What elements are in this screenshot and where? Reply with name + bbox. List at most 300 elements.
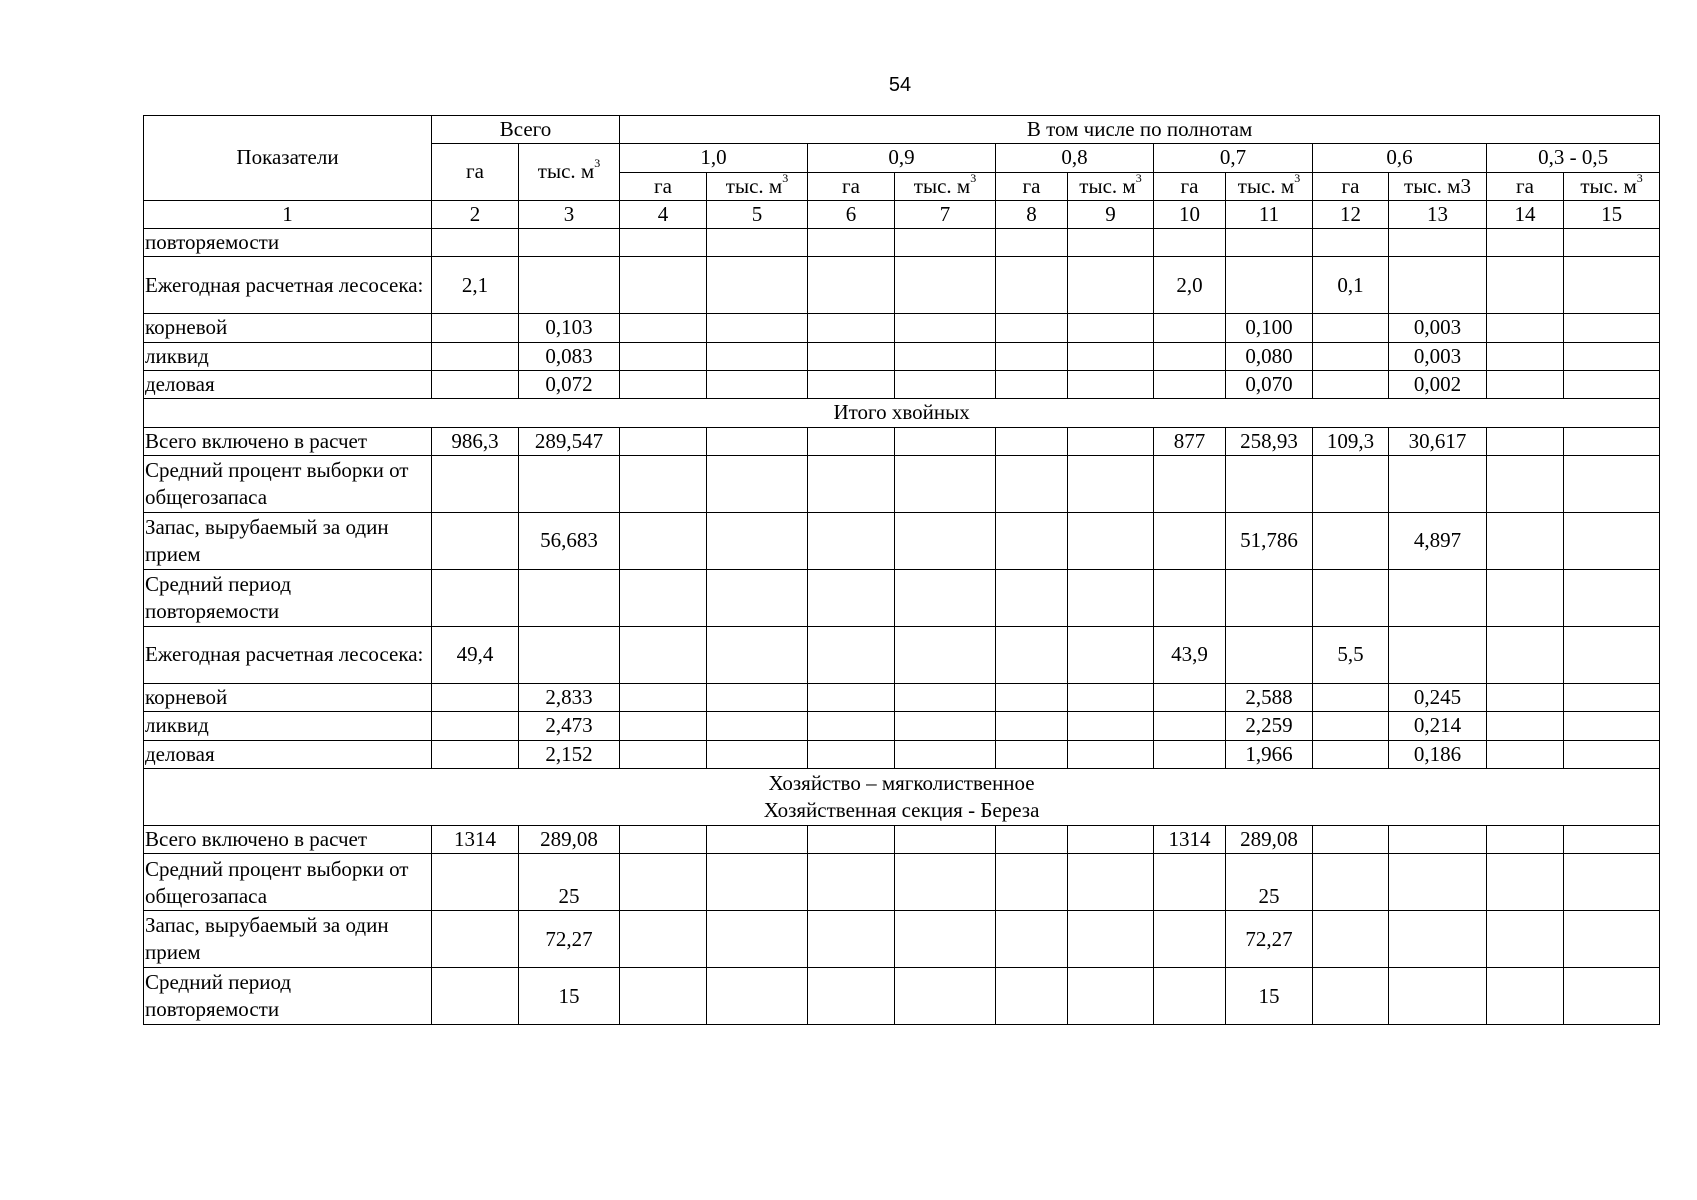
header-density: 0,7 — [1154, 144, 1313, 172]
table-cell: 289,08 — [1226, 825, 1313, 853]
table-cell — [996, 626, 1068, 683]
table-cell — [432, 911, 519, 968]
table-cell — [1154, 371, 1226, 399]
column-number: 11 — [1226, 200, 1313, 228]
row-label: ликвид — [144, 712, 432, 740]
table-cell — [895, 683, 996, 711]
table-cell — [620, 455, 707, 512]
table-cell — [808, 455, 895, 512]
table-cell — [1154, 229, 1226, 257]
table-cell: 30,617 — [1389, 427, 1487, 455]
table-cell — [1154, 854, 1226, 911]
table-cell — [620, 854, 707, 911]
table-cell — [996, 854, 1068, 911]
row-label: повторяемости — [144, 229, 432, 257]
table-cell — [895, 257, 996, 314]
table-cell — [996, 257, 1068, 314]
table-cell — [1564, 825, 1660, 853]
header-density: 0,8 — [996, 144, 1154, 172]
table-cell — [620, 911, 707, 968]
table-cell — [1389, 626, 1487, 683]
table-cell: 1314 — [432, 825, 519, 853]
table-cell: 2,152 — [519, 740, 620, 768]
table-cell — [1389, 968, 1487, 1025]
table-cell — [1313, 968, 1389, 1025]
table-cell — [707, 569, 808, 626]
table-cell — [707, 712, 808, 740]
table-cell — [1564, 371, 1660, 399]
table-cell — [1068, 229, 1154, 257]
header-density: 0,3 - 0,5 — [1487, 144, 1660, 172]
table-cell: 56,683 — [519, 512, 620, 569]
table-cell — [432, 455, 519, 512]
table-cell — [707, 371, 808, 399]
table-cell — [1068, 314, 1154, 342]
table-cell: 2,473 — [519, 712, 620, 740]
subheader-ha: га — [620, 172, 707, 200]
table-cell — [1564, 712, 1660, 740]
table-cell: 0,103 — [519, 314, 620, 342]
table-cell: 0,003 — [1389, 342, 1487, 370]
column-numbers-row — [144, 200, 1660, 228]
table-cell — [1487, 626, 1564, 683]
table-cell — [808, 626, 895, 683]
table-cell — [996, 712, 1068, 740]
table-cell — [432, 712, 519, 740]
table-cell — [996, 229, 1068, 257]
table-cell — [707, 512, 808, 569]
table-cell — [620, 712, 707, 740]
table-cell — [895, 626, 996, 683]
table-cell — [895, 371, 996, 399]
table-cell — [1068, 626, 1154, 683]
table-cell — [1068, 825, 1154, 853]
table-cell — [808, 825, 895, 853]
table-cell — [1487, 455, 1564, 512]
table-cell — [519, 455, 620, 512]
table-cell — [1487, 371, 1564, 399]
row-label: ликвид — [144, 342, 432, 370]
table-cell — [996, 569, 1068, 626]
table-cell — [432, 371, 519, 399]
table-cell — [1564, 740, 1660, 768]
table-cell — [1487, 740, 1564, 768]
table-cell — [996, 968, 1068, 1025]
table-cell — [1564, 512, 1660, 569]
table-cell — [1313, 683, 1389, 711]
table-cell — [432, 512, 519, 569]
table-cell — [1487, 968, 1564, 1025]
table-cell — [1487, 314, 1564, 342]
table-cell — [1154, 314, 1226, 342]
table-row — [144, 512, 1660, 569]
table-cell: 72,27 — [519, 911, 620, 968]
section-title-line: Итого хвойных — [833, 400, 970, 425]
table-row — [144, 229, 1660, 257]
row-label: Запас, вырубаемый за один прием — [144, 512, 432, 569]
table-cell — [620, 229, 707, 257]
table-cell — [1154, 683, 1226, 711]
table-cell — [1487, 712, 1564, 740]
table-cell — [808, 712, 895, 740]
table-cell — [620, 569, 707, 626]
table-cell: 51,786 — [1226, 512, 1313, 569]
section-title-line: Хозяйство – мягколиственное — [768, 770, 1035, 795]
table-cell — [1226, 569, 1313, 626]
table-cell — [620, 314, 707, 342]
row-label: Средний период повторяемости — [144, 569, 432, 626]
section-title — [144, 768, 1660, 825]
table-cell — [1313, 911, 1389, 968]
table-cell — [1154, 569, 1226, 626]
table-cell — [707, 683, 808, 711]
table-cell: 4,897 — [1389, 512, 1487, 569]
table-cell — [707, 342, 808, 370]
table-cell — [1389, 257, 1487, 314]
table-cell — [707, 229, 808, 257]
table-cell — [808, 683, 895, 711]
table-cell: 0,003 — [1389, 314, 1487, 342]
table-cell — [432, 683, 519, 711]
table-cell — [519, 257, 620, 314]
table-row — [144, 683, 1660, 711]
table-cell — [1564, 257, 1660, 314]
table-cell — [707, 825, 808, 853]
table-cell: 0,072 — [519, 371, 620, 399]
table-cell — [1313, 854, 1389, 911]
table-cell — [620, 626, 707, 683]
table-row — [144, 740, 1660, 768]
table-cell — [996, 455, 1068, 512]
table-cell — [1564, 569, 1660, 626]
table-cell: 0,070 — [1226, 371, 1313, 399]
row-label: деловая — [144, 371, 432, 399]
table-cell — [620, 968, 707, 1025]
table-cell — [808, 911, 895, 968]
header-density: 0,9 — [808, 144, 996, 172]
table-row — [144, 911, 1660, 968]
table-cell — [1564, 626, 1660, 683]
table-cell — [707, 427, 808, 455]
table-cell: 109,3 — [1313, 427, 1389, 455]
section-row — [144, 768, 1660, 825]
table-cell — [1487, 512, 1564, 569]
table-cell — [1154, 712, 1226, 740]
table-cell: 986,3 — [432, 427, 519, 455]
table-cell — [996, 342, 1068, 370]
table-row — [144, 968, 1660, 1025]
table-cell: 2,0 — [1154, 257, 1226, 314]
table-cell — [1564, 314, 1660, 342]
table-cell — [808, 968, 895, 1025]
table-cell — [1154, 455, 1226, 512]
table-cell — [620, 371, 707, 399]
table-cell — [707, 911, 808, 968]
table-cell — [895, 825, 996, 853]
table-cell — [1313, 740, 1389, 768]
table-cell — [1487, 911, 1564, 968]
row-label: Всего включено в расчет — [144, 427, 432, 455]
table-cell — [1068, 854, 1154, 911]
table-cell — [996, 371, 1068, 399]
column-number: 6 — [808, 200, 895, 228]
table-cell — [808, 512, 895, 569]
section-title — [144, 399, 1660, 427]
table-cell — [1313, 371, 1389, 399]
header-total: Всего — [432, 116, 620, 144]
table-row — [144, 257, 1660, 314]
header-by-density: В том числе по полнотам — [620, 116, 1660, 144]
header-total-ha: га — [432, 144, 519, 201]
table-cell — [1487, 683, 1564, 711]
column-number: 8 — [996, 200, 1068, 228]
table-cell: 289,08 — [519, 825, 620, 853]
row-label: корневой — [144, 683, 432, 711]
column-number: 1 — [144, 200, 432, 228]
table-cell — [707, 455, 808, 512]
table-cell: 0,214 — [1389, 712, 1487, 740]
subheader-thous: тыс. $м^3$ — [895, 172, 996, 200]
table-cell: 0,100 — [1226, 314, 1313, 342]
subheader-thous: тыс. $м^3$ — [1226, 172, 1313, 200]
table-cell — [1389, 911, 1487, 968]
row-label: Средний процент выборки от общегозапаса — [144, 854, 432, 911]
table-cell — [996, 825, 1068, 853]
table-cell — [808, 257, 895, 314]
table-cell — [895, 229, 996, 257]
table-cell — [1389, 569, 1487, 626]
table-cell: 289,547 — [519, 427, 620, 455]
table-cell — [1313, 712, 1389, 740]
column-number: 7 — [895, 200, 996, 228]
subheader-ha: га — [808, 172, 895, 200]
table-cell: 2,833 — [519, 683, 620, 711]
table-cell — [1068, 257, 1154, 314]
table-cell — [808, 342, 895, 370]
table-cell — [519, 626, 620, 683]
table-cell — [1068, 371, 1154, 399]
table-cell: 15 — [519, 968, 620, 1025]
row-label: Средний процент выборки от общегозапаса — [144, 455, 432, 512]
table-cell — [895, 455, 996, 512]
table-row — [144, 427, 1660, 455]
table-cell — [895, 740, 996, 768]
subheader-thous: тыс. $м^3$ — [707, 172, 808, 200]
header-total-thous: тыс. $м^3$ — [519, 144, 620, 201]
row-label: Ежегодная расчетная лесосека: — [144, 257, 432, 314]
row-label: Запас, вырубаемый за один прием — [144, 911, 432, 968]
table-cell: 25 — [519, 854, 620, 911]
table-cell — [808, 854, 895, 911]
table-cell — [1226, 626, 1313, 683]
table-cell — [895, 427, 996, 455]
table-cell — [1068, 427, 1154, 455]
table-cell: 0,1 — [1313, 257, 1389, 314]
row-label: деловая — [144, 740, 432, 768]
row-label: Средний период повторяемости — [144, 968, 432, 1025]
table-cell — [1564, 455, 1660, 512]
row-label: корневой — [144, 314, 432, 342]
table-cell: 2,1 — [432, 257, 519, 314]
table-cell — [1564, 854, 1660, 911]
table-cell — [707, 314, 808, 342]
table-cell — [1068, 569, 1154, 626]
table-cell — [895, 968, 996, 1025]
column-number: 12 — [1313, 200, 1389, 228]
table-row — [144, 626, 1660, 683]
table-cell — [808, 569, 895, 626]
table-cell — [808, 740, 895, 768]
column-number: 13 — [1389, 200, 1487, 228]
table-cell — [519, 569, 620, 626]
table-cell — [996, 314, 1068, 342]
table-cell — [1564, 911, 1660, 968]
table-cell — [895, 342, 996, 370]
subheader-ha: га — [996, 172, 1068, 200]
table-cell: 877 — [1154, 427, 1226, 455]
table-cell — [432, 342, 519, 370]
table-cell — [808, 229, 895, 257]
table-cell: 1,966 — [1226, 740, 1313, 768]
table-cell — [620, 257, 707, 314]
table-cell — [1389, 854, 1487, 911]
table-cell: 72,27 — [1226, 911, 1313, 968]
table-cell — [432, 854, 519, 911]
table-row — [144, 569, 1660, 626]
table-cell — [1226, 257, 1313, 314]
table-cell — [1564, 427, 1660, 455]
table-cell — [1068, 342, 1154, 370]
table-cell — [620, 427, 707, 455]
table-cell — [1313, 314, 1389, 342]
table-cell: 0,245 — [1389, 683, 1487, 711]
column-number: 4 — [620, 200, 707, 228]
table-row — [144, 371, 1660, 399]
table-cell: 15 — [1226, 968, 1313, 1025]
table-cell — [1154, 968, 1226, 1025]
column-number: 15 — [1564, 200, 1660, 228]
table-cell — [1068, 968, 1154, 1025]
row-label: Всего включено в расчет — [144, 825, 432, 853]
table-cell — [1487, 825, 1564, 853]
table-cell — [1487, 569, 1564, 626]
table-cell — [519, 229, 620, 257]
table-cell: 0,002 — [1389, 371, 1487, 399]
column-number: 9 — [1068, 200, 1154, 228]
table-cell — [1313, 342, 1389, 370]
table-cell — [895, 854, 996, 911]
column-number: 10 — [1154, 200, 1226, 228]
table-cell — [620, 342, 707, 370]
table-cell — [1389, 455, 1487, 512]
table-cell — [996, 683, 1068, 711]
table-cell — [808, 427, 895, 455]
subheader-ha: га — [1487, 172, 1564, 200]
table-cell: 258,93 — [1226, 427, 1313, 455]
table-cell — [1564, 342, 1660, 370]
table-cell — [1487, 427, 1564, 455]
table-cell: 49,4 — [432, 626, 519, 683]
table-cell — [1487, 342, 1564, 370]
table-cell: 2,588 — [1226, 683, 1313, 711]
table-cell — [707, 740, 808, 768]
table-cell — [1389, 229, 1487, 257]
column-number: 2 — [432, 200, 519, 228]
table-cell: 0,080 — [1226, 342, 1313, 370]
table-cell — [620, 683, 707, 711]
table-cell — [1068, 712, 1154, 740]
table-cell — [895, 911, 996, 968]
subheader-ha: га — [1313, 172, 1389, 200]
table-row — [144, 455, 1660, 512]
table-cell — [808, 314, 895, 342]
allowable-cut-table — [143, 115, 1660, 1025]
column-number: 3 — [519, 200, 620, 228]
table-cell — [1389, 825, 1487, 853]
table-cell — [1068, 911, 1154, 968]
table-cell: 5,5 — [1313, 626, 1389, 683]
table-cell: 25 — [1226, 854, 1313, 911]
table-cell: 43,9 — [1154, 626, 1226, 683]
table-cell — [1068, 512, 1154, 569]
table-cell — [895, 569, 996, 626]
column-number: 5 — [707, 200, 808, 228]
column-number: 14 — [1487, 200, 1564, 228]
table-cell — [620, 740, 707, 768]
table-cell — [1313, 825, 1389, 853]
table-cell — [432, 968, 519, 1025]
table-row — [144, 342, 1660, 370]
header-density: 1,0 — [620, 144, 808, 172]
table-cell — [1068, 455, 1154, 512]
table-cell — [707, 257, 808, 314]
table-cell — [996, 427, 1068, 455]
table-cell — [808, 371, 895, 399]
table-cell: 0,186 — [1389, 740, 1487, 768]
subheader-thous-m3: тыс. м3 — [1389, 172, 1487, 200]
table-cell — [1154, 740, 1226, 768]
table-cell — [1564, 968, 1660, 1025]
table-cell: 0,083 — [519, 342, 620, 370]
section-title-line: Хозяйственная секция - Береза — [763, 797, 1040, 822]
table-cell — [1313, 569, 1389, 626]
table-cell — [1313, 512, 1389, 569]
table-cell — [1313, 455, 1389, 512]
table-cell — [620, 512, 707, 569]
table-row — [144, 314, 1660, 342]
table-cell — [707, 968, 808, 1025]
table-cell — [1487, 854, 1564, 911]
table-cell — [996, 740, 1068, 768]
table-cell — [432, 569, 519, 626]
table-cell — [432, 314, 519, 342]
section-row — [144, 399, 1660, 427]
table-row — [144, 825, 1660, 853]
table-cell — [1313, 229, 1389, 257]
header-indicators: Показатели — [144, 116, 432, 201]
table-cell — [996, 512, 1068, 569]
table-cell — [895, 314, 996, 342]
subheader-thous: тыс. $м^3$ — [1564, 172, 1660, 200]
table-cell — [1154, 512, 1226, 569]
table-cell — [895, 712, 996, 740]
table-cell — [895, 512, 996, 569]
row-label: Ежегодная расчетная лесосека: — [144, 626, 432, 683]
table-cell — [1487, 257, 1564, 314]
table-cell: 1314 — [1154, 825, 1226, 853]
table-cell — [707, 626, 808, 683]
table-cell — [1154, 342, 1226, 370]
